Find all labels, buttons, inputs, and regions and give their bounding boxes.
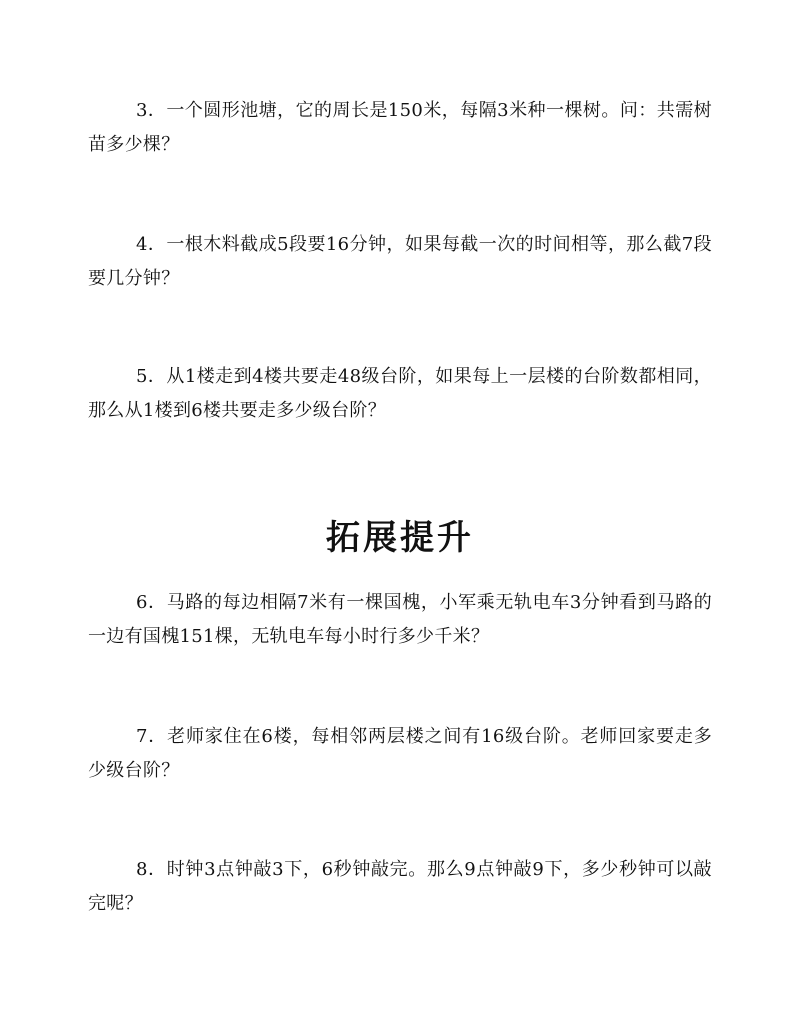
problem-8 bbox=[88, 853, 712, 921]
problem-8-text: 8．时钟3点钟敲3下，6秒钟敲完。那么9点钟敲9下，多少秒钟可以敲完呢？ bbox=[88, 859, 712, 914]
problem-5-text: 5．从1楼走到4楼共要走48级台阶，如果每上一层楼的台阶数都相同，那么从1楼到6楼共要走多少级台阶？ bbox=[88, 366, 712, 421]
problem-3-text: 3．一个圆形池塘，它的周长是150米，每隔3米种一棵树。问：共需树苗多少棵？ bbox=[88, 100, 712, 155]
problem-7-text: 7．老师家住在6楼，每相邻两层楼之间有16级台阶。老师回家要走多少级台阶？ bbox=[88, 726, 712, 781]
problem-5 bbox=[88, 360, 712, 428]
problem-7 bbox=[88, 720, 712, 788]
problem-4 bbox=[88, 228, 712, 296]
problem-4-text: 4．一根木料截成5段要16分钟，如果每截一次的时间相等，那么截7段要几分钟？ bbox=[88, 234, 712, 289]
problem-6-text: 6．马路的每边相隔7米有一棵国槐，小军乘无轨电车3分钟看到马路的一边有国槐151棵，无轨电车每小时行多少千米？ bbox=[88, 592, 712, 647]
section-title: 拓展提升 bbox=[326, 518, 474, 558]
problem-6 bbox=[88, 586, 712, 654]
problem-3 bbox=[88, 94, 712, 162]
